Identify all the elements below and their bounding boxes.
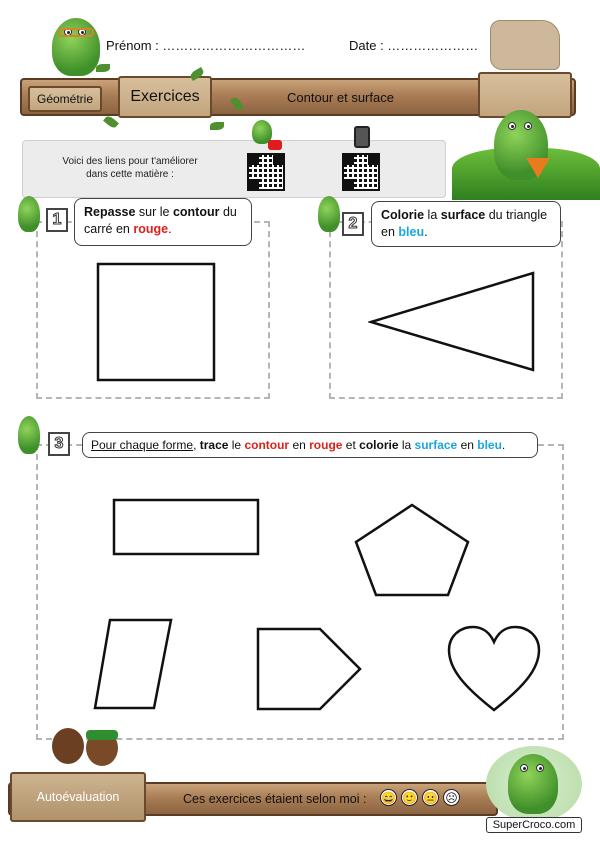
exercise1-instruction bbox=[74, 198, 252, 246]
date-field[interactable]: Date : ………………… bbox=[349, 38, 479, 53]
brand-label[interactable]: SuperCroco.com bbox=[486, 817, 582, 833]
croco-mascot-footer bbox=[508, 754, 558, 814]
exercise3-instruction bbox=[82, 432, 538, 458]
ex2-text: la bbox=[424, 208, 441, 222]
ex3-text: la bbox=[398, 438, 415, 452]
smiley-row bbox=[376, 789, 460, 806]
ex2-word-surface: surface bbox=[440, 208, 486, 222]
exercise2-instruction bbox=[371, 201, 561, 247]
ex1-text: sur le bbox=[135, 205, 173, 219]
youtube-icon bbox=[268, 140, 282, 150]
ex2-word-colorie: Colorie bbox=[381, 208, 425, 222]
house-pentagon-shape[interactable] bbox=[254, 626, 364, 712]
croco-exercise3 bbox=[18, 416, 40, 454]
croco-mascot-header bbox=[52, 18, 100, 76]
ex3-word-trace: trace bbox=[199, 438, 229, 452]
links-text-line2: dans cette matière : bbox=[86, 169, 174, 180]
square-shape[interactable] bbox=[96, 262, 216, 382]
ex3-word-contour: contour bbox=[244, 438, 290, 452]
ex1-word-contour: contour bbox=[172, 205, 220, 219]
leaf-decor bbox=[103, 114, 119, 129]
section-sign bbox=[118, 76, 212, 118]
sad-face-icon[interactable]: ☹ bbox=[443, 789, 460, 806]
heart-shape[interactable] bbox=[446, 624, 542, 714]
topic-title: Contour et surface bbox=[287, 90, 394, 105]
rectangle-shape[interactable] bbox=[112, 498, 260, 556]
ex3-word-bleu: bleu bbox=[477, 438, 502, 452]
subject-sign bbox=[28, 86, 102, 112]
self-eval-prompt: Ces exercices étaient selon moi : bbox=[183, 792, 367, 806]
subject-label: Géométrie bbox=[36, 92, 94, 106]
croco-exercise2 bbox=[318, 196, 340, 232]
ex1-word-rouge: rouge bbox=[133, 222, 169, 236]
qr-code-video[interactable] bbox=[247, 153, 285, 191]
ex3-text: en bbox=[289, 438, 310, 452]
ex1-text: . bbox=[168, 222, 172, 236]
ex2-text: du triangle en bbox=[381, 208, 548, 239]
pentagon-shape[interactable] bbox=[352, 502, 472, 598]
happy-face-icon[interactable]: 🙂 bbox=[402, 790, 417, 805]
exercise1-number: 1 bbox=[46, 208, 68, 232]
leaf-decor bbox=[210, 122, 224, 130]
links-banner-text bbox=[40, 155, 220, 181]
ex2-text: . bbox=[424, 225, 428, 239]
leaf-decor bbox=[96, 64, 110, 72]
rock-decor bbox=[490, 20, 560, 70]
links-text-line1: Voici des liens pour t'améliorer bbox=[62, 156, 198, 167]
ex3-text: en bbox=[457, 438, 478, 452]
prenom-field[interactable]: Prénom : …………………………… bbox=[106, 38, 306, 53]
neutral-face-icon[interactable]: 😐 bbox=[423, 790, 438, 805]
ex3-text: le bbox=[228, 438, 245, 452]
ex1-text: du carré en bbox=[84, 205, 237, 236]
parallelogram-shape[interactable] bbox=[92, 617, 174, 711]
exercise2-number: 2 bbox=[342, 212, 364, 236]
speaker-icon bbox=[354, 126, 370, 148]
ex3-text: et bbox=[342, 438, 360, 452]
ex2-word-bleu: bleu bbox=[398, 225, 425, 239]
ex1-word-repasse: Repasse bbox=[84, 205, 136, 219]
very-happy-face-icon[interactable]: 😄 bbox=[381, 790, 396, 805]
section-title: Exercices bbox=[130, 88, 200, 105]
exercise3-number: 3 bbox=[48, 432, 70, 456]
ex3-word-rouge: rouge bbox=[309, 438, 343, 452]
qr-code-audio[interactable] bbox=[342, 153, 380, 191]
ex3-text: . bbox=[501, 438, 506, 452]
croco-exercise1 bbox=[18, 196, 40, 232]
ex3-intro: Pour chaque forme bbox=[91, 438, 194, 452]
ex3-text: , bbox=[193, 438, 200, 452]
ex3-word-surface: surface bbox=[414, 438, 458, 452]
self-eval-sign bbox=[10, 772, 146, 822]
self-eval-label: Autoévaluation bbox=[36, 790, 120, 804]
kids-mascots bbox=[52, 728, 122, 770]
triangle-shape[interactable] bbox=[368, 270, 538, 374]
ex3-word-colorie: colorie bbox=[359, 438, 399, 452]
cape-decor bbox=[526, 158, 550, 178]
